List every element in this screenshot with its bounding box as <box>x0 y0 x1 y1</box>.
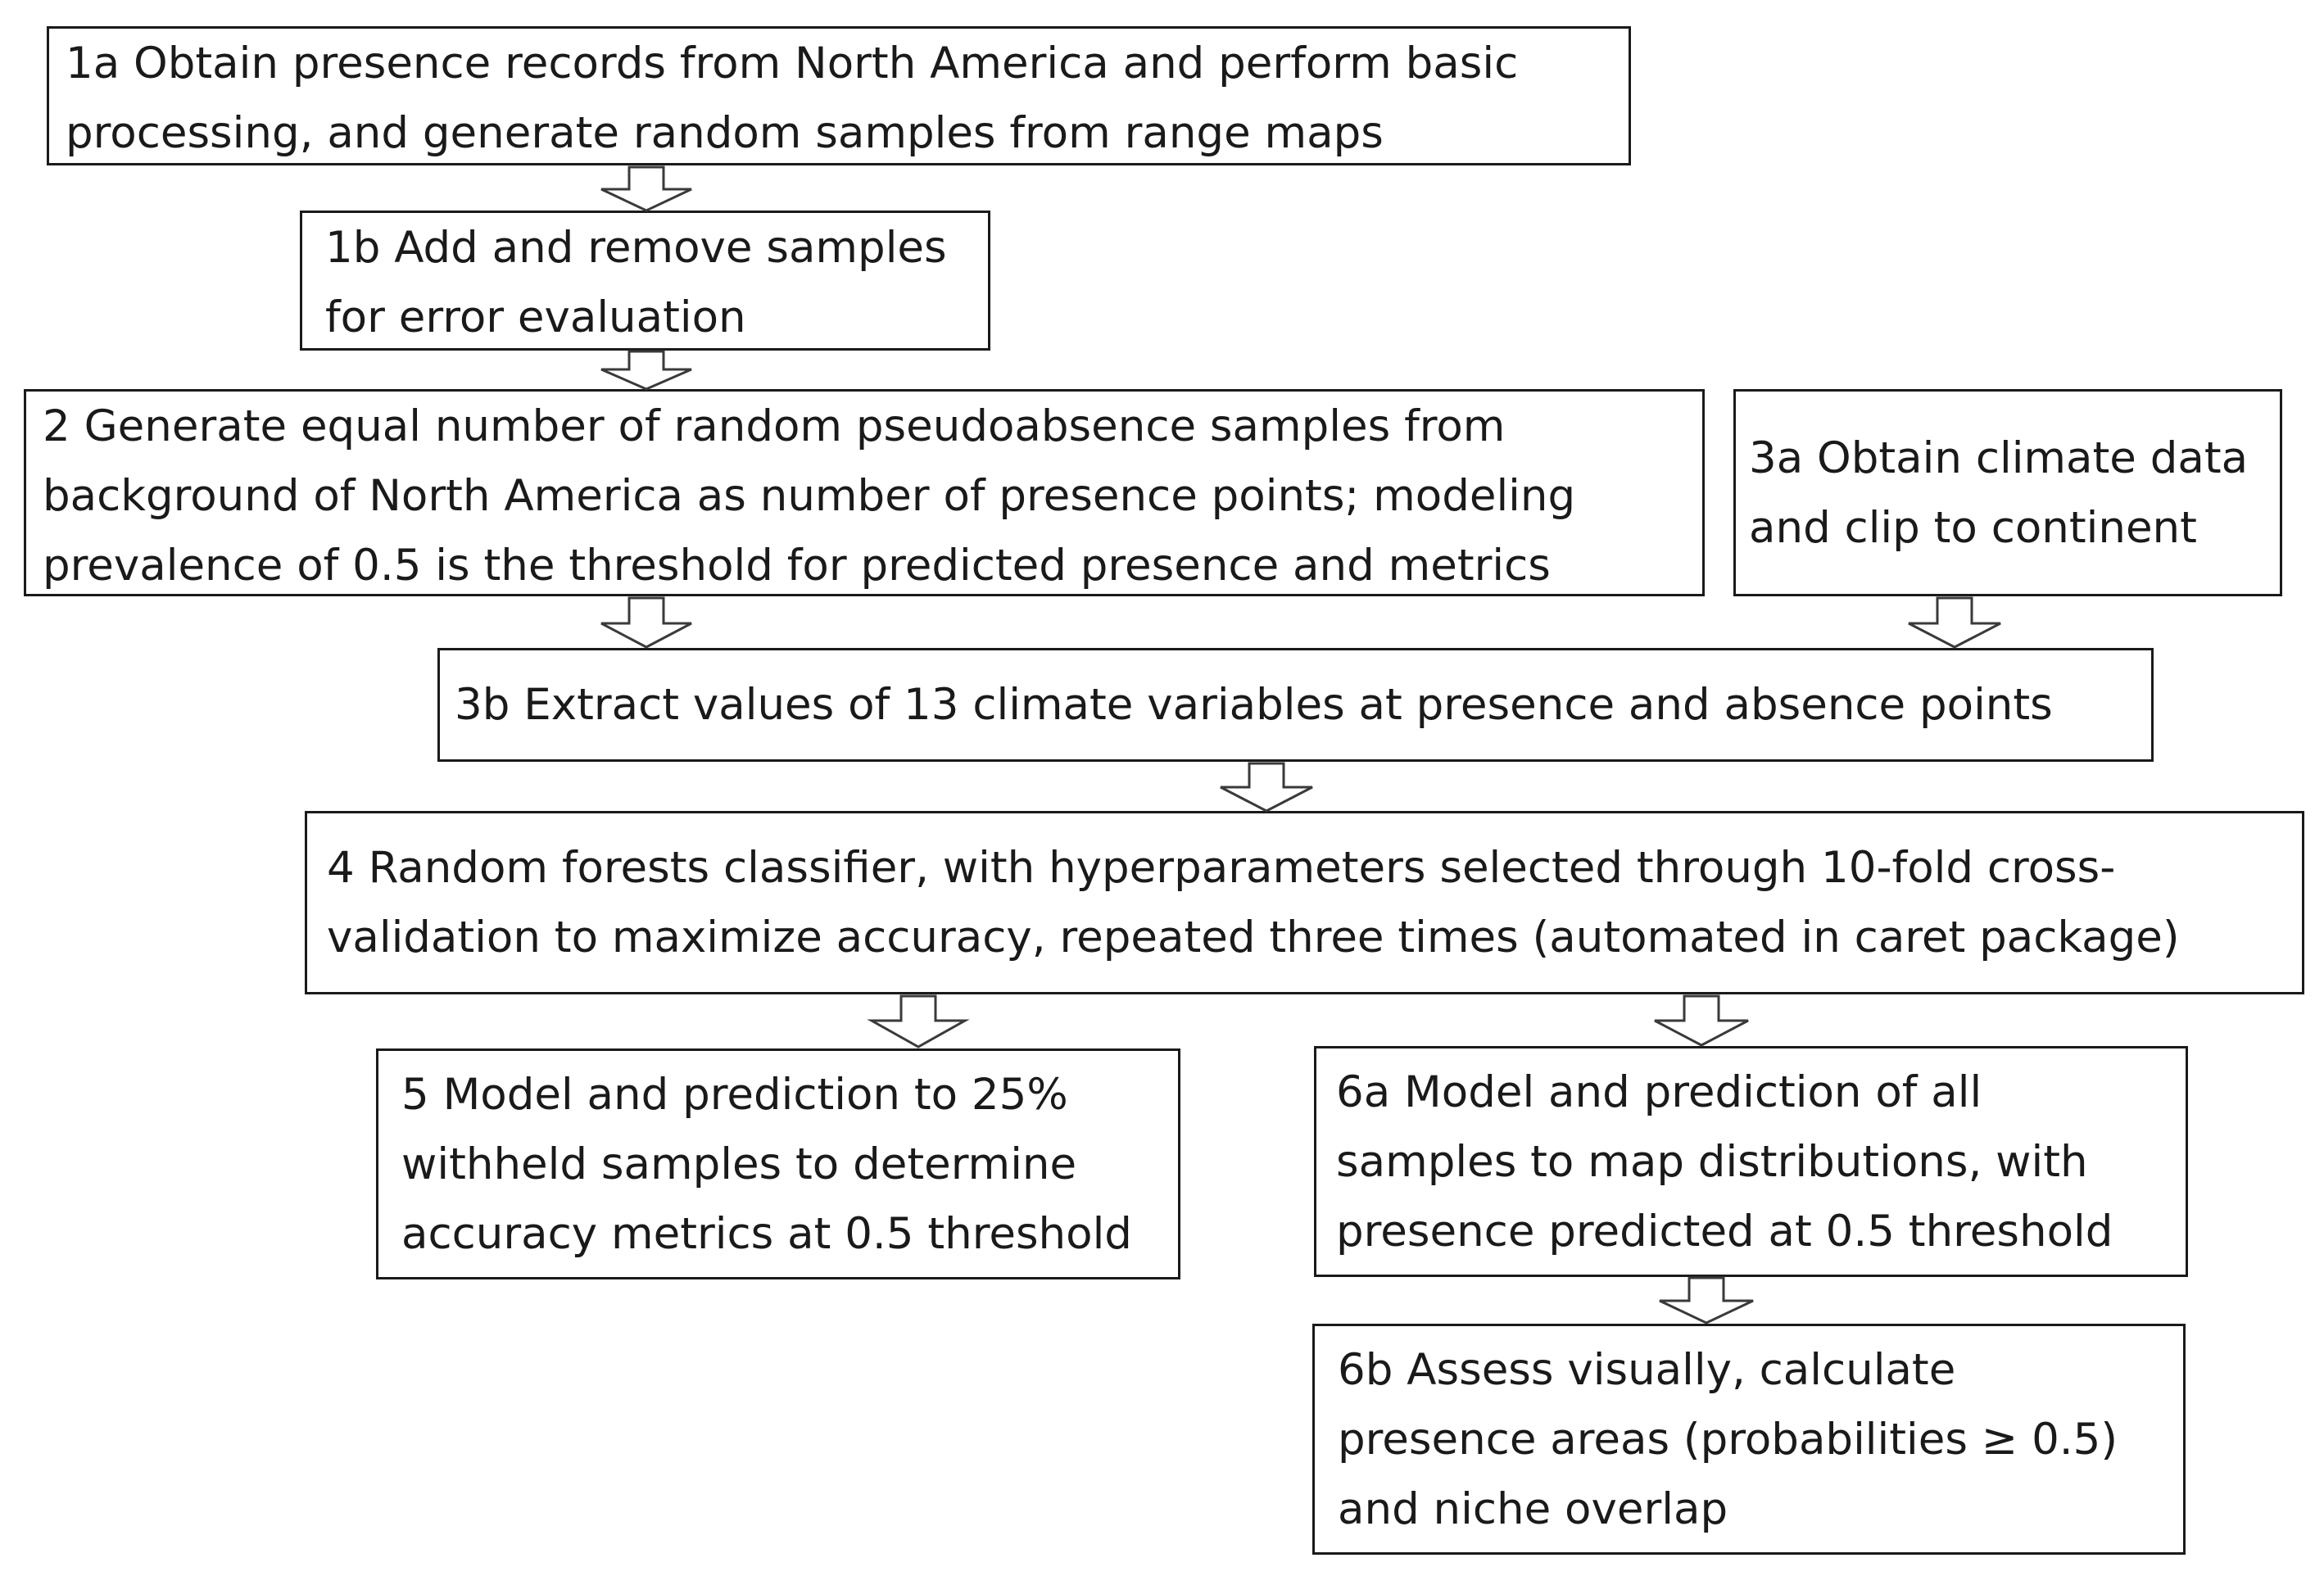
step-5-line-3: accuracy metrics at 0.5 threshold <box>401 1208 1132 1259</box>
arrow-1b-to-2 <box>601 351 691 389</box>
step-3a-line-1: 3a Obtain climate data <box>1749 432 2249 483</box>
arrow-2-to-3b <box>601 598 691 647</box>
step-1b-line-1: 1b Add and remove samples <box>325 223 947 273</box>
arrow-4-to-6a <box>1655 996 1748 1045</box>
arrow-1a-to-1b <box>601 167 691 211</box>
step-5-line-2: withheld samples to determine <box>401 1139 1077 1189</box>
step-1a-line-2: processing, and generate random samples from range maps <box>66 108 1384 158</box>
step-2-box <box>24 389 1705 596</box>
step-6b-line-3: and niche overlap <box>1338 1483 1728 1534</box>
step-2-line-2: background of North America as number of presence points; modeling <box>43 471 1576 521</box>
step-3a-line-2: and clip to continent <box>1749 502 2197 553</box>
step-6a-box <box>1314 1046 2188 1277</box>
step-1b-box <box>300 211 990 351</box>
arrow-4-to-5 <box>872 996 965 1047</box>
step-6b-box <box>1312 1324 2186 1555</box>
step-4-line-1: 4 Random forests classifier, with hyperparameters selected through 10-fold cross- <box>327 843 2116 893</box>
step-1a-box <box>47 26 1631 165</box>
step-1a-line-1: 1a Obtain presence records from North America and perform basic <box>66 38 1519 88</box>
arrow-6a-to-6b <box>1660 1278 1753 1323</box>
step-6b-line-1: 6b Assess visually, calculate <box>1338 1344 1956 1395</box>
step-3b-box <box>437 648 2154 762</box>
arrow-3b-to-4 <box>1221 763 1312 811</box>
step-5-box <box>376 1048 1180 1279</box>
arrow-3a-to-3b <box>1909 598 2000 647</box>
step-4-line-2: validation to maximize accuracy, repeated three times (automated in caret package) <box>327 913 2180 962</box>
step-5-line-1: 5 Model and prediction to 25% <box>401 1069 1068 1120</box>
step-6a-line-3: presence predicted at 0.5 threshold <box>1336 1206 2113 1257</box>
step-2-line-3: prevalence of 0.5 is the threshold for predicted presence and metrics <box>43 541 1551 591</box>
step-4-box <box>305 811 2304 994</box>
step-1b-line-2: for error evaluation <box>325 292 746 342</box>
step-6a-line-2: samples to map distributions, with <box>1336 1136 2088 1187</box>
step-2-line-1: 2 Generate equal number of random pseudoabsence samples from <box>43 401 1506 451</box>
step-6b-line-2: presence areas (probabilities ≥ 0.5) <box>1338 1414 2118 1465</box>
step-3b-line-1: 3b Extract values of 13 climate variables at presence and absence points <box>455 680 2053 730</box>
step-3a-box <box>1733 389 2282 596</box>
step-6a-line-1: 6a Model and prediction of all <box>1336 1067 1982 1117</box>
